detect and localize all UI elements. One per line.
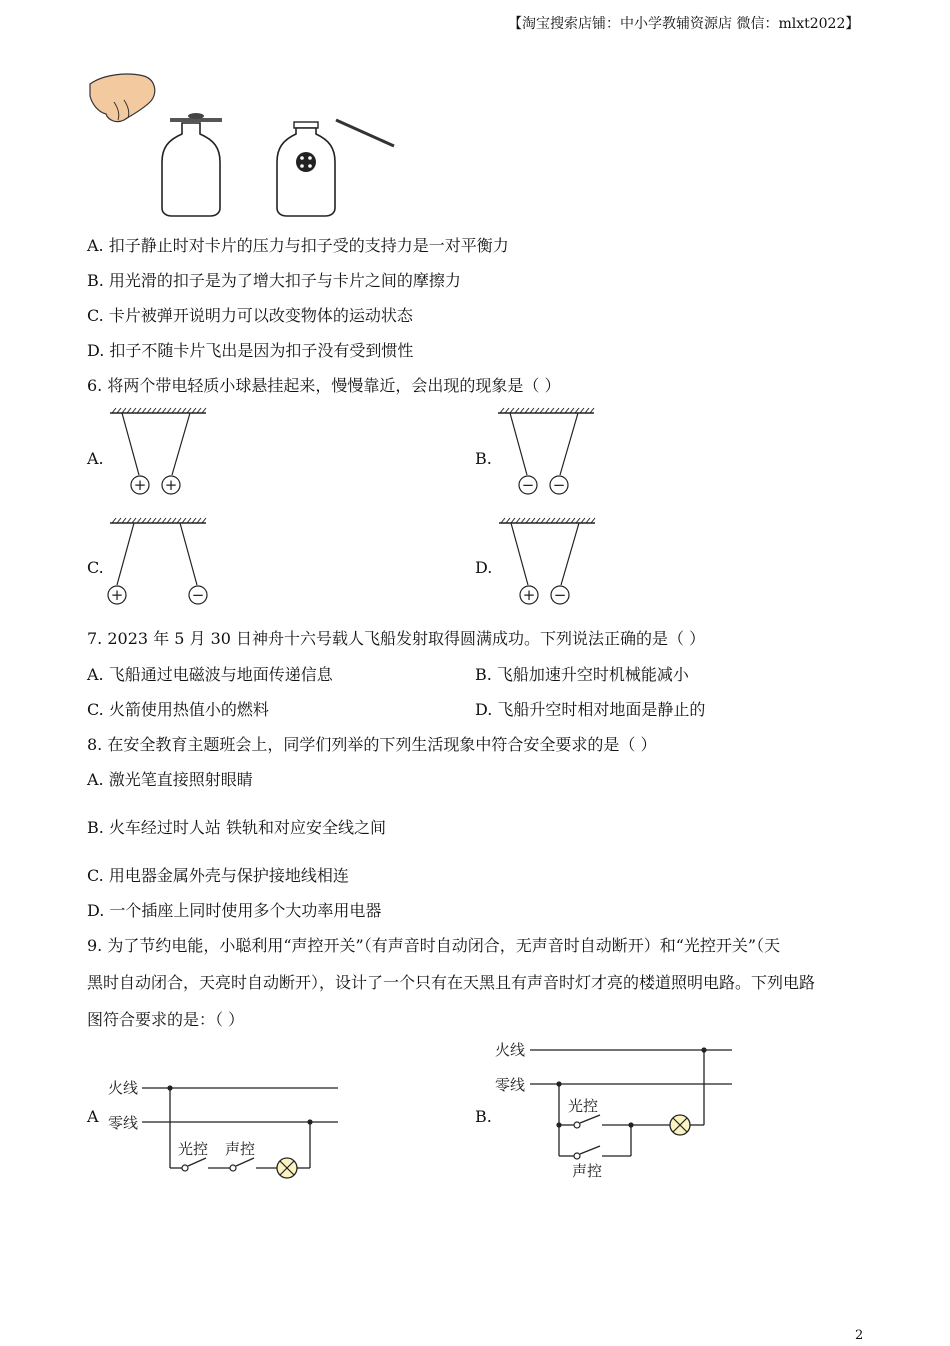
charge-sign: − — [553, 586, 567, 604]
q6-diagram-b — [496, 405, 596, 497]
q9-stem-line-2: 黑时自动闭合，天亮时自动断开），设计了一个只有在天黑且有声音时灯才亮的楼道照明电路。下列电路 — [87, 973, 816, 992]
q9-stem-line-1: 9. 为了节约电能，小聪利用“声控开关”（有声音时自动闭合，无声音时自动断开）和“光控开关”（天 — [87, 936, 781, 955]
q5-figure — [84, 70, 404, 220]
charge-sign: − — [521, 476, 535, 494]
charge-sign: − — [552, 476, 566, 494]
q6-diagram-d — [497, 515, 597, 607]
q7-option-a: A. 飞船通过电磁波与地面传递信息 — [87, 665, 333, 684]
hand-icon — [90, 74, 155, 122]
live-wire-label: 火线 — [108, 1079, 139, 1097]
q7-stem: 7. 2023 年 5 月 30 日神舟十六号载人飞船发射取得圆满成功。下列说法正确的是（ ） — [87, 629, 706, 648]
q5-option-a: A. 扣子静止时对卡片的压力与扣子受的支持力是一对平衡力 — [87, 236, 509, 255]
page-number: 2 — [855, 1328, 864, 1343]
light-switch-label: 光控 — [568, 1097, 599, 1115]
sound-switch — [230, 1158, 254, 1171]
charge-sign: − — [191, 586, 205, 604]
q8-stem: 8. 在安全教育主题班会上，同学们列举的下列生活现象中符合安全要求的是（ ） — [87, 735, 657, 754]
q7-option-c: C. 火箭使用热值小的燃料 — [87, 700, 269, 719]
q5-option-b: B. 用光滑的扣子是为了增大扣子与卡片之间的摩擦力 — [87, 271, 461, 290]
q6-stem: 6. 将两个带电轻质小球悬挂起来，慢慢靠近，会出现的现象是（ ） — [87, 376, 561, 395]
sound-switch-label: 声控 — [225, 1140, 256, 1158]
q9-label-b: B. — [475, 1107, 492, 1126]
q9-circuit-a — [100, 1072, 345, 1182]
q6-label-c: C. — [87, 558, 104, 577]
charge-sign: + — [522, 586, 536, 604]
neutral-wire-label: 零线 — [495, 1076, 526, 1094]
q6-label-b: B. — [475, 449, 492, 468]
lamp-icon — [670, 1115, 690, 1135]
bottle-with-card — [162, 113, 222, 216]
ceiling-hatch — [499, 518, 595, 523]
q8-option-d: D. 一个插座上同时使用多个大功率用电器 — [87, 901, 382, 920]
q5-option-d: D. 扣子不随卡片飞出是因为扣子没有受到惯性 — [87, 341, 414, 360]
q8-option-a: A. 激光笔直接照射眼睛 — [87, 770, 253, 789]
light-switch — [182, 1158, 206, 1171]
q6-diagram-a — [108, 405, 208, 497]
lamp-icon — [277, 1158, 297, 1178]
q7-option-b: B. 飞船加速升空时机械能减小 — [475, 665, 689, 684]
q7-option-d: D. 飞船升空时相对地面是静止的 — [475, 700, 706, 719]
neutral-wire-label: 零线 — [108, 1114, 139, 1132]
q6-label-d: D. — [475, 558, 493, 577]
q9-circuit-b — [492, 1036, 742, 1186]
bottle-with-button — [277, 120, 394, 216]
q6-label-a: A. — [87, 449, 104, 468]
charge-sign: + — [110, 586, 124, 604]
sound-switch-label: 声控 — [572, 1162, 603, 1180]
ceiling-hatch — [110, 408, 206, 413]
q5-option-c: C. 卡片被弹开说明力可以改变物体的运动状态 — [87, 306, 413, 325]
q9-stem-line-3: 图符合要求的是：（ ） — [87, 1010, 245, 1029]
sound-switch — [574, 1146, 600, 1159]
page-header: 【淘宝搜索店铺：中小学教辅资源店 微信：mlxt2022】 — [508, 16, 860, 32]
q8-option-b: B. 火车经过时人站 铁轨和对应安全线之间 — [87, 818, 387, 837]
live-wire-label: 火线 — [495, 1041, 526, 1059]
q8-option-c: C. 用电器金属外壳与保护接地线相连 — [87, 866, 349, 885]
ceiling-hatch — [110, 518, 206, 523]
charge-sign: + — [164, 476, 178, 494]
q6-diagram-c — [108, 515, 218, 607]
ceiling-hatch — [498, 408, 594, 413]
charge-sign: + — [133, 476, 147, 494]
light-switch — [574, 1115, 600, 1128]
light-switch-label: 光控 — [178, 1140, 209, 1158]
q9-label-a: A — [87, 1107, 99, 1126]
